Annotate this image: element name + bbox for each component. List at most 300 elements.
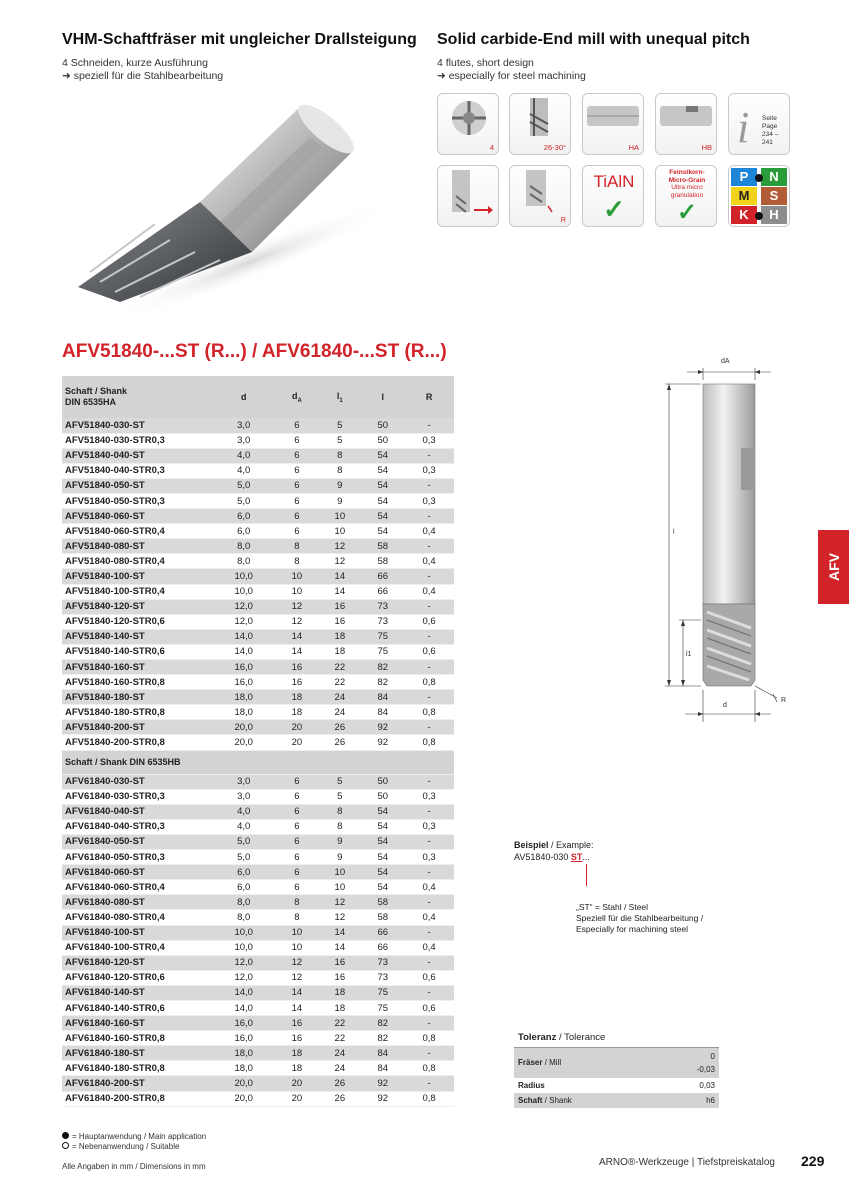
value-l: 84 (377, 1062, 389, 1074)
example-block (514, 839, 594, 863)
value-l: 66 (377, 942, 389, 954)
value-r: - (404, 418, 454, 433)
value-l1: 14 (334, 586, 346, 598)
header-l1 (318, 376, 361, 418)
value-l1: 8 (318, 448, 361, 463)
table-row (62, 925, 454, 940)
product-code: AFV61840-120-ST (62, 955, 212, 970)
value-d: 12,0 (234, 616, 253, 628)
product-code: AFV51840-200-ST (62, 720, 212, 735)
value-da: 16 (291, 676, 303, 688)
value-r: 0,3 (422, 495, 436, 507)
value-l1: 5 (318, 418, 361, 433)
example-note-1: „ST“ = Stahl / Steel (576, 902, 649, 912)
legend-suitable-text: = Nebenanwendung / Suitable (72, 1142, 180, 1151)
value-da: 12 (291, 972, 303, 984)
header-r-label: R (425, 392, 433, 402)
value-d: 5,0 (212, 478, 275, 493)
product-code: AFV61840-140-STR0,6 (65, 1002, 165, 1014)
example-pointer-line (586, 864, 587, 886)
label-d: d (723, 702, 727, 709)
technical-drawing (655, 350, 795, 730)
value-l1: 16 (334, 616, 346, 628)
value-r: 0,4 (422, 586, 436, 598)
value-da: 20 (291, 737, 303, 749)
label-l: l (673, 529, 675, 536)
value-d: 5,0 (212, 834, 275, 849)
value-r: - (404, 720, 454, 735)
header-da (275, 376, 318, 418)
example-code-prefix: AV51840-030 (514, 852, 571, 862)
label-l1: l1 (686, 651, 692, 658)
value-l1: 22 (318, 1016, 361, 1031)
tolerance-row-radius (514, 1078, 719, 1093)
table-row (62, 1046, 454, 1061)
value-da: 6 (294, 435, 300, 447)
product-code: AFV61840-120-STR0,6 (65, 972, 165, 984)
value-d: 18,0 (212, 690, 275, 705)
value-l: 50 (377, 791, 389, 803)
value-da: 16 (275, 1016, 318, 1031)
value-r: - (404, 1016, 454, 1031)
value-l1: 14 (318, 569, 361, 584)
product-code: AFV61840-200-STR0,8 (65, 1093, 165, 1105)
value-l: 54 (377, 851, 389, 863)
value-r: - (404, 895, 454, 910)
value-l: 92 (361, 720, 404, 735)
value-r: - (404, 774, 454, 789)
product-code: AFV61840-050-STR0,3 (65, 851, 165, 863)
product-code: AFV51840-180-ST (62, 690, 212, 705)
table-row (62, 629, 454, 644)
value-l: 58 (377, 911, 389, 923)
value-da: 12 (291, 616, 303, 628)
product-code: AFV61840-160-ST (62, 1016, 212, 1031)
value-da: 6 (275, 418, 318, 433)
value-d: 4,0 (212, 448, 275, 463)
table-row (62, 955, 454, 970)
title-en: Solid carbide-End mill with unequal pitch (437, 31, 750, 48)
value-l1: 9 (337, 851, 343, 863)
table-row (62, 1000, 454, 1015)
legend-suitable (62, 1142, 206, 1152)
section-hb-label: Schaft / Shank DIN 6535HB (62, 750, 454, 774)
value-l: 54 (377, 465, 389, 477)
value-d: 14,0 (212, 985, 275, 1000)
value-d: 3,0 (212, 418, 275, 433)
tolerance-mill-bold: Fräser (518, 1058, 543, 1067)
section-tab-label: AFV (825, 553, 842, 581)
table-row (62, 789, 454, 804)
product-code: AFV51840-160-ST (62, 660, 212, 675)
value-l1: 24 (318, 1046, 361, 1061)
value-l: 50 (361, 774, 404, 789)
value-d: 14,0 (212, 629, 275, 644)
value-r: 0,4 (422, 942, 436, 954)
header-d-label: d (240, 392, 247, 402)
tolerance-table (514, 1029, 719, 1108)
value-l: 54 (361, 865, 404, 880)
value-l: 54 (377, 881, 389, 893)
table-row (62, 985, 454, 1000)
product-code: AFV61840-060-STR0,4 (65, 881, 165, 893)
flutes-caption: 4 (489, 143, 494, 152)
table-row (62, 1076, 454, 1091)
table-row (62, 539, 454, 554)
value-r: 0,3 (422, 791, 436, 803)
subtitle-de-line-2: ➜ speziell für die Stahlbearbeitung (62, 70, 224, 82)
value-r: 0,4 (422, 555, 436, 567)
value-da: 12 (275, 955, 318, 970)
tolerance-header-row (514, 1029, 719, 1047)
product-code: AFV61840-050-ST (62, 834, 212, 849)
value-d: 8,0 (237, 555, 251, 567)
corner-radius-caption: R (560, 215, 566, 224)
product-code: AFV61840-140-ST (62, 985, 212, 1000)
value-r: 0,6 (422, 646, 436, 658)
product-code: AFV61840-030-ST (62, 774, 212, 789)
value-l1: 12 (334, 911, 346, 923)
value-r: 0,8 (422, 1093, 436, 1105)
header-shank-label: Schaft / Shank (65, 386, 128, 396)
value-r: - (404, 599, 454, 614)
header-l-label: l (381, 392, 384, 402)
product-code: AFV51840-060-STR0,4 (65, 525, 165, 537)
value-l: 58 (361, 539, 404, 554)
value-l1: 8 (337, 465, 343, 477)
value-l1: 14 (334, 942, 346, 954)
table-row (62, 524, 454, 539)
hollow-dot-icon (62, 1142, 69, 1149)
product-code: AFV51840-050-STR0,3 (65, 495, 165, 507)
value-d: 3,0 (237, 791, 251, 803)
helix-angle-icon (509, 93, 571, 155)
value-d: 5,0 (237, 851, 251, 863)
micrograin-label-3: Ultra micro (671, 184, 703, 191)
value-l1: 10 (318, 865, 361, 880)
tolerance-mill-rest: / Mill (542, 1058, 562, 1067)
value-da: 18 (291, 706, 303, 718)
product-code: AFV61840-180-STR0,8 (65, 1062, 165, 1074)
product-code: AFV61840-160-STR0,8 (65, 1032, 165, 1044)
tolerance-heading (514, 1029, 719, 1047)
value-r: - (404, 865, 454, 880)
label-r: R (781, 697, 787, 704)
table-row (62, 1061, 454, 1076)
value-da: 18 (275, 1046, 318, 1061)
value-da: 20 (275, 720, 318, 735)
table-row (62, 1016, 454, 1031)
value-l: 92 (377, 1093, 389, 1105)
value-da: 14 (275, 629, 318, 644)
product-table (62, 376, 454, 1107)
product-code: AFV51840-040-ST (62, 448, 212, 463)
table-row (62, 614, 454, 629)
shank-ha-icon (582, 93, 644, 155)
corner-radius-icon (509, 165, 571, 227)
tolerance-mill-lower: -0,03 (696, 1064, 715, 1074)
value-d: 3,0 (212, 774, 275, 789)
table-row (62, 850, 454, 865)
value-l1: 9 (318, 834, 361, 849)
micrograin-label-2: Micro-Grain (668, 176, 706, 184)
value-l1: 12 (318, 895, 361, 910)
example-code (514, 851, 594, 863)
example-heading-rest: / Example: (548, 840, 594, 850)
table-row (62, 774, 454, 789)
product-code: AFV51840-140-STR0,6 (65, 646, 165, 658)
value-l1: 18 (334, 646, 346, 658)
table-row (62, 584, 454, 599)
product-title: AFV51840-...ST (R...) / AFV61840-...ST (R...) (62, 341, 447, 362)
tolerance-row-mill (514, 1047, 719, 1078)
value-l1: 8 (318, 804, 361, 819)
value-da: 20 (291, 1093, 303, 1105)
value-l: 50 (377, 435, 389, 447)
value-r: - (404, 925, 454, 940)
tolerance-heading-bold: Toleranz (518, 1032, 557, 1044)
value-l1: 5 (318, 774, 361, 789)
header-l1-label: l (336, 390, 340, 401)
value-l: 54 (361, 448, 404, 463)
value-d: 6,0 (212, 865, 275, 880)
example-note-2: Speziell für die Stahlbearbeitung / (576, 913, 704, 923)
value-d: 16,0 (212, 1016, 275, 1031)
value-d: 12,0 (234, 972, 253, 984)
value-d: 18,0 (234, 1062, 253, 1074)
value-r: - (404, 690, 454, 705)
value-r: 0,3 (422, 435, 436, 447)
header-shank-din: DIN 6535HA (65, 397, 117, 407)
value-l1: 26 (318, 1076, 361, 1091)
product-code: AFV51840-030-ST (62, 418, 212, 433)
value-r: - (404, 834, 454, 849)
value-d: 8,0 (212, 539, 275, 554)
table-row (62, 448, 454, 463)
value-d: 20,0 (234, 737, 253, 749)
tolerance-mill-upper: 0 (710, 1051, 715, 1061)
value-d: 16,0 (234, 676, 253, 688)
table-row (62, 463, 454, 478)
header-r (404, 376, 454, 418)
value-l: 54 (361, 834, 404, 849)
value-l1: 5 (337, 791, 343, 803)
table-row (62, 865, 454, 880)
value-l: 75 (361, 629, 404, 644)
material-m: M (731, 187, 757, 205)
table-row (62, 834, 454, 849)
tolerance-row-shank (514, 1093, 719, 1108)
tolerance-shank-bold: Schaft (518, 1095, 543, 1105)
value-l: 82 (361, 660, 404, 675)
material-p: P (731, 168, 757, 186)
micrograin-text (656, 169, 717, 199)
micrograin-label-4: granulation (670, 191, 704, 199)
value-l1: 10 (318, 509, 361, 524)
tialn-label: TiAlN (593, 172, 635, 191)
value-l1: 12 (318, 539, 361, 554)
product-code: AFV51840-040-STR0,3 (65, 465, 165, 477)
product-code: AFV51840-180-STR0,8 (65, 706, 165, 718)
value-l1: 16 (318, 955, 361, 970)
table-row (62, 804, 454, 819)
shank-hb-caption: HB (701, 143, 712, 152)
product-code: AFV51840-050-ST (62, 478, 212, 493)
value-l1: 16 (334, 972, 346, 984)
shank-ha-caption: HA (628, 143, 639, 152)
value-l1: 9 (318, 478, 361, 493)
value-l: 82 (361, 1016, 404, 1031)
value-l1: 22 (334, 1032, 346, 1044)
value-da: 18 (275, 690, 318, 705)
value-l1: 10 (334, 881, 346, 893)
title-de: VHM-Schaftfräser mit ungleicher Drallsteigung (62, 31, 417, 48)
table-header-row (62, 376, 454, 418)
material-groups-icon (728, 165, 790, 227)
table-row (62, 660, 454, 675)
value-r: 0,3 (422, 465, 436, 477)
value-d: 10,0 (212, 569, 275, 584)
info-icon (728, 93, 790, 155)
value-r: - (404, 509, 454, 524)
value-d: 10,0 (234, 942, 253, 954)
value-l1: 26 (318, 720, 361, 735)
value-l1: 8 (337, 821, 343, 833)
value-l: 54 (377, 821, 389, 833)
value-r: 0,3 (422, 821, 436, 833)
value-l: 58 (377, 555, 389, 567)
value-d: 14,0 (234, 646, 253, 658)
value-da: 6 (275, 448, 318, 463)
value-da: 6 (275, 804, 318, 819)
example-note (576, 902, 703, 935)
value-da: 14 (291, 646, 303, 658)
table-row (62, 1031, 454, 1046)
dimensions-note: Alle Angaben in mm / Dimensions in mm (62, 1162, 206, 1171)
tolerance-radius-bold: Radius (518, 1080, 545, 1090)
value-l: 54 (361, 509, 404, 524)
product-code: AFV51840-160-STR0,8 (65, 676, 165, 688)
subtitle-de-line-1: 4 Schneiden, kurze Ausführung (62, 57, 208, 69)
product-code: AFV61840-100-ST (62, 925, 212, 940)
value-l1: 9 (337, 495, 343, 507)
table-row (62, 493, 454, 508)
value-l: 66 (377, 586, 389, 598)
end-mill-photo (60, 92, 390, 312)
value-da: 6 (275, 865, 318, 880)
subtitle-en-line-1: 4 flutes, short design (437, 57, 534, 69)
info-page-ref (762, 115, 789, 147)
material-n: N (761, 168, 787, 186)
main-application-dot (755, 212, 763, 220)
value-da: 16 (275, 660, 318, 675)
value-l1: 24 (318, 690, 361, 705)
example-note-3: Especially for machining steel (576, 924, 688, 934)
value-da: 8 (275, 895, 318, 910)
shank-hb-icon (655, 93, 717, 155)
value-da: 14 (275, 985, 318, 1000)
value-d: 20,0 (234, 1093, 253, 1105)
value-l1: 24 (334, 706, 346, 718)
value-l: 84 (361, 690, 404, 705)
value-da: 6 (294, 821, 300, 833)
example-code-st: ST (570, 852, 583, 862)
value-l: 92 (377, 737, 389, 749)
product-code: AFV51840-030-STR0,3 (65, 435, 165, 447)
example-heading-bold: Beispiel (514, 840, 549, 850)
value-l1: 26 (334, 737, 346, 749)
table-row (62, 509, 454, 524)
value-d: 6,0 (212, 509, 275, 524)
tolerance-mill-value (658, 1047, 719, 1078)
product-code: AFV61840-200-ST (62, 1076, 212, 1091)
product-code: AFV61840-040-STR0,3 (65, 821, 165, 833)
header-da-sub: A (297, 397, 302, 404)
value-l: 54 (377, 495, 389, 507)
table-row (62, 569, 454, 584)
value-da: 16 (291, 1032, 303, 1044)
tolerance-heading-rest: / Tolerance (556, 1032, 606, 1044)
value-l: 82 (377, 1032, 389, 1044)
header-shank (62, 376, 212, 418)
value-d: 6,0 (237, 881, 251, 893)
product-code: AFV61840-040-ST (62, 804, 212, 819)
helix-angle-caption: 26-30° (543, 143, 566, 152)
product-code: AFV51840-120-STR0,6 (65, 616, 165, 628)
value-da: 8 (275, 539, 318, 554)
product-code: AFV61840-080-ST (62, 895, 212, 910)
value-l1: 22 (318, 660, 361, 675)
table-row (62, 599, 454, 614)
value-da: 18 (291, 1062, 303, 1074)
value-l: 54 (361, 804, 404, 819)
section-row-hb (62, 750, 454, 774)
value-r: 0,8 (422, 737, 436, 749)
value-d: 8,0 (237, 911, 251, 923)
value-da: 10 (291, 942, 303, 954)
table-row (62, 705, 454, 720)
value-l: 92 (361, 1076, 404, 1091)
value-d: 16,0 (234, 1032, 253, 1044)
value-l: 73 (377, 616, 389, 628)
value-d: 8,0 (212, 895, 275, 910)
value-l: 84 (361, 1046, 404, 1061)
value-r: 0,8 (422, 706, 436, 718)
value-da: 6 (294, 495, 300, 507)
product-code: AFV51840-100-ST (62, 569, 212, 584)
value-r: - (404, 804, 454, 819)
value-d: 12,0 (212, 599, 275, 614)
table-row (62, 970, 454, 985)
main-application-dot (755, 174, 763, 182)
product-code: AFV51840-060-ST (62, 509, 212, 524)
value-l: 58 (361, 895, 404, 910)
value-l: 82 (377, 676, 389, 688)
legend (62, 1132, 206, 1152)
value-da: 6 (294, 465, 300, 477)
tolerance-radius-value: 0,03 (699, 1080, 715, 1090)
value-l: 54 (361, 478, 404, 493)
product-code: AFV61840-030-STR0,3 (65, 791, 165, 803)
value-da: 8 (294, 911, 300, 923)
value-l: 75 (361, 985, 404, 1000)
value-da: 6 (275, 478, 318, 493)
header-l1-sub: 1 (339, 397, 343, 404)
value-da: 6 (294, 881, 300, 893)
value-l: 73 (361, 599, 404, 614)
check-icon: ✓ (603, 194, 625, 224)
subtitle-de (62, 57, 223, 83)
